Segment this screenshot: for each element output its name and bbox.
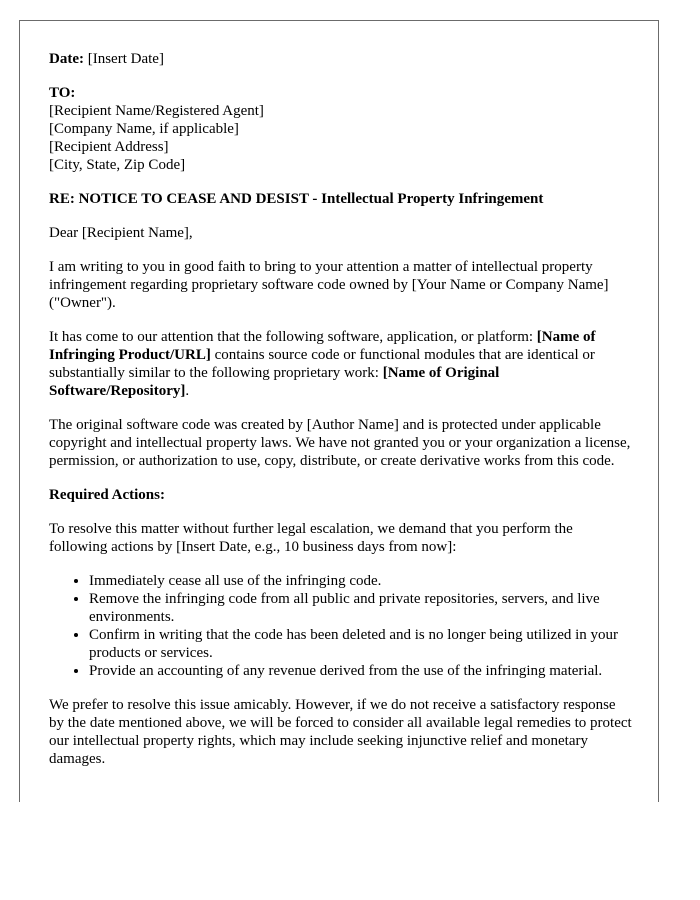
recipient-block [49,84,632,174]
greeting: Dear [Recipient Name], [49,225,193,241]
paragraph-ownership: The original software code was created by [Author Name] and is protected under applicable copyright and intellectual property laws. We have not granted you or your organization a license, permission, or authorization to use, copy, distribute, or create derivative works from this code. [49,417,631,469]
to-label: TO: [49,85,76,101]
paragraph-demand: To resolve this matter without further legal escalation, we demand that you perform the following actions by [Insert Date, e.g., 10 business days from now]: [49,521,573,555]
subject-line [49,190,632,208]
letter-content [20,21,658,768]
letter-page [19,20,659,802]
action-item-confirm: • Confirm in writing that the code has been deleted and is no longer being utilized in your products or services. [89,626,632,662]
infringing-product: [Name of Infringing Product/URL] [49,329,596,363]
city-state-zip: [City, State, Zip Code] [49,157,186,173]
date-label: Date: [49,51,84,67]
company-name: [Company Name, if applicable] [49,121,239,137]
infringement-text-3: . [185,383,190,399]
recipient-name: [Recipient Name/Registered Agent] [49,103,264,119]
action-item-cease: • Immediately cease all use of the infringing code. [89,572,632,590]
required-actions-heading [49,486,632,504]
paragraph-intro: I am writing to you in good faith to bring to your attention a matter of intellectual property infringement regarding proprietary software code owned by [Your Name or Company Name] ("Owner"). [49,259,609,311]
recipient-address: [Recipient Address] [49,139,169,155]
infringement-text-2: contains source code or functional modules that are identical or substantially similar to the following proprietary work: [49,347,595,381]
date-line [49,50,632,68]
paragraph-infringement [49,328,632,400]
infringement-text-1: It has come to our attention that the following software, application, or platform: [49,329,537,345]
subject-text: RE: NOTICE TO CEASE AND DESIST - Intellectual Property Infringement [49,191,544,207]
required-actions-label: Required Actions: [49,487,165,503]
original-software: [Name of Original Software/Repository] [49,365,500,399]
date-value: [Insert Date] [83,51,164,67]
action-item-accounting: • Provide an accounting of any revenue derived from the use of the infringing material. [89,662,632,680]
paragraph-closing: We prefer to resolve this issue amicably. However, if we do not receive a satisfactory response by the date mentioned above, we will be forced to consider all available legal remedies to protect our intellectual property rights, which may include seeking injunctive relief and monetary damages. [49,697,632,767]
action-item-remove: • Remove the infringing code from all public and private repositories, servers, and live environments. [89,590,632,626]
actions-list [49,572,632,680]
